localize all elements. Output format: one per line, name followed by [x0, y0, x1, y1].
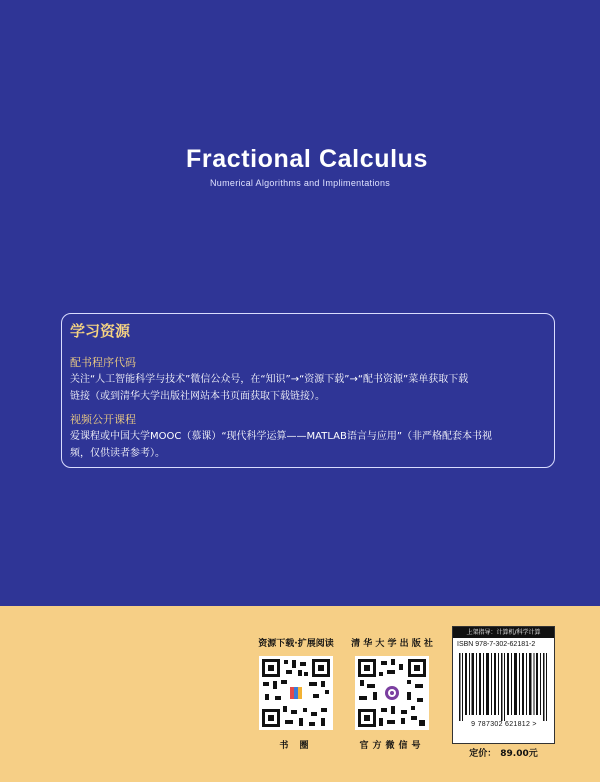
section-title-code: 配书程序代码 [70, 356, 136, 369]
price-label: 定价： [469, 749, 497, 759]
section-text-video [70, 428, 546, 462]
price [452, 746, 555, 759]
barcode-digits: 9 787302 621812 > [471, 721, 537, 728]
qr-code-icon[interactable] [259, 656, 333, 730]
bottom-band [0, 606, 600, 782]
section-title-video: 视频公开课程 [70, 413, 136, 426]
resources-heading: 学习资源 [70, 322, 131, 340]
book-subtitle: Numerical Algorithms and Implimentations [210, 178, 391, 188]
price-value: 89.00元 [500, 749, 538, 759]
qr-title: 资源下载·扩展阅读 [258, 639, 334, 649]
qr-block-shuquan [246, 636, 346, 751]
section-text-line: 关注“人工智能科学与技术”微信公众号，在“知识”→“资源下载”→“配书资源”菜单获取下载 [70, 374, 469, 385]
book-title: Fractional Calculus [186, 145, 429, 173]
category-label: 上架指导：计算机/科学计算 [453, 627, 554, 638]
section-text-code [70, 371, 546, 405]
qr-code-icon[interactable] [355, 656, 429, 730]
section-text-line: 频，仅供读者参考）。 [70, 448, 165, 459]
learning-resources-box [61, 313, 555, 468]
section-text-line: 链接（或到清华大学出版社网站本书页面获取下载链接）。 [70, 391, 325, 402]
qr-block-wechat [342, 636, 442, 751]
section-text-line: 爱课程或中国大学MOOC（慕课）“现代科学运算——MATLAB语言与应用”（非严格配套本书视 [70, 431, 493, 442]
barcode-icon [459, 653, 549, 721]
isbn-text: ISBN 978-7-302-62181-2 [457, 641, 536, 648]
qr-caption: 书 圈 [279, 741, 313, 751]
qr-caption: 官方微信号 [359, 741, 425, 751]
qr-title: 清 华 大 学 出 版 社 [351, 639, 433, 649]
barcode-panel [452, 626, 555, 744]
